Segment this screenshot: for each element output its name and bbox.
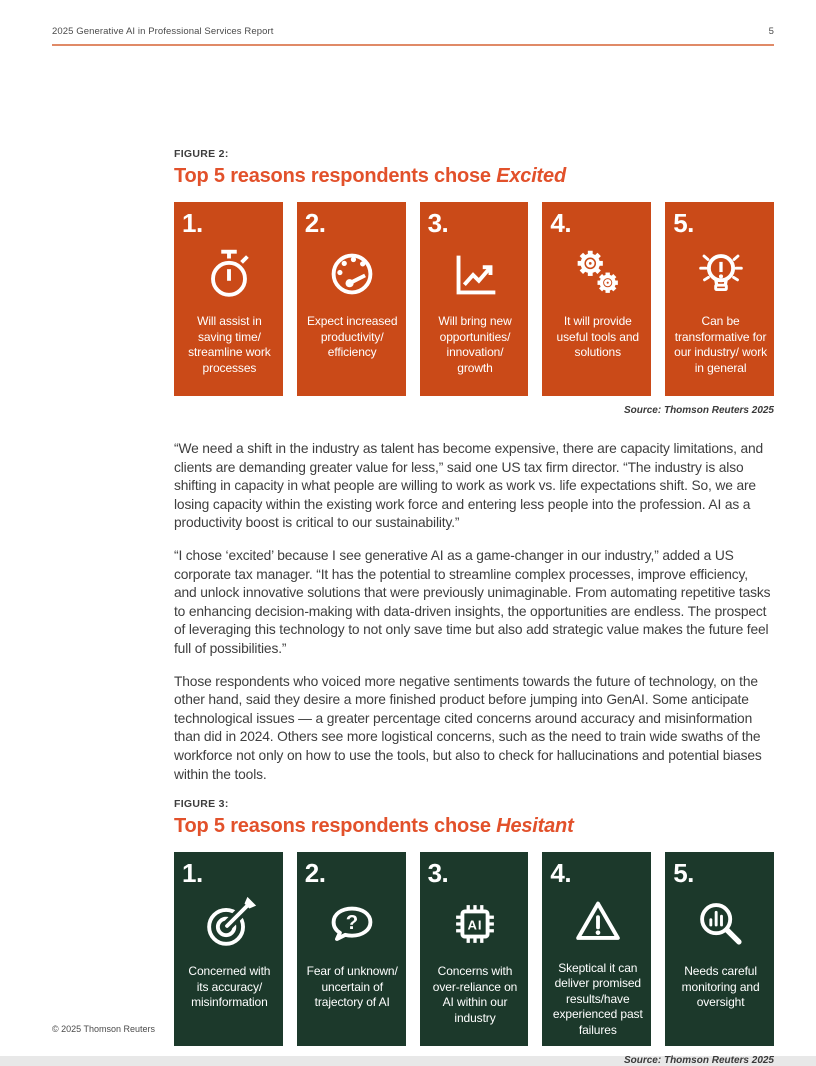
- card-rank: 4.: [550, 208, 572, 238]
- figure-2-section: [174, 148, 774, 416]
- report-title: 2025 Generative AI in Professional Services Report: [52, 26, 274, 37]
- body-paragraph-1: “We need a shift in the industry as talent has become expensive, there are capacity limitations, and clients are demanding greater value for less,” said one US tax firm director. “The industry is also shifting in capacity in what people are willing to work as work vs. life expectations shift. So, we are losing capacity within the existing work force and entering less people into the profession. AI as a productivity boost is critical to our sustainability.”: [174, 441, 764, 531]
- figure-3-title: [174, 815, 774, 838]
- reason-card-excited-3: [420, 202, 529, 396]
- card-rank: 5.: [673, 858, 694, 889]
- magnifier-chart-icon: [673, 887, 768, 961]
- excited-card-row: [174, 202, 774, 396]
- reason-card-hesitant-4: [542, 852, 651, 1046]
- ai-chip-icon: [428, 887, 523, 961]
- body-paragraph-3: Those respondents who voiced more negative sentiments towards the future of technology, on the other hand, said they desire a more finished product before jumping into GenAI. Some anticipate technological issues — a greater percentage cited concerns around accuracy and misinformation than did in 2024. Others see more logistical concerns, such as the need to train wide swaths of the workforce not only on how to use the tools, but also to check for hallucinations and potential biases within the tools.: [174, 673, 762, 782]
- figure-2-title: [174, 165, 774, 188]
- figure-3-title-emphasis: Hesitant: [496, 815, 574, 838]
- figure-2-source: Source: Thomson Reuters 2025: [623, 405, 774, 416]
- body-text: [174, 440, 774, 784]
- growth-chart-icon: [428, 237, 523, 311]
- gears-icon: [550, 237, 645, 311]
- reason-card-excited-1: [174, 202, 283, 396]
- card-rank: 2.: [304, 858, 326, 889]
- card-rank: 3.: [427, 858, 449, 889]
- card-label: Will assist in saving time/ streamline work processes: [188, 314, 271, 375]
- reason-card-hesitant-5: [665, 852, 774, 1046]
- card-rank: 1.: [182, 858, 203, 889]
- figure-3-source: Source: Thomson Reuters 2025: [623, 1055, 774, 1066]
- card-rank: 4.: [550, 858, 572, 889]
- figure-2-label: FIGURE 2:: [174, 148, 229, 160]
- card-label: Expect increased productivity/ efficiency: [306, 314, 398, 360]
- card-label: Needs careful monitoring and oversight: [681, 964, 760, 1010]
- card-label: Fear of unknown/ uncertain of trajectory of AI: [306, 964, 398, 1010]
- card-rank: 2.: [304, 208, 326, 238]
- card-rank: 3.: [427, 208, 449, 238]
- reason-card-hesitant-1: [174, 852, 283, 1046]
- card-label: Concerned with its accuracy/ misinformation: [188, 964, 271, 1010]
- gauge-icon: [305, 237, 400, 311]
- lightbulb-icon: [673, 237, 768, 311]
- card-label: Can be transformative for our industry/ work in general: [674, 314, 768, 375]
- figure-2-title-text: Top 5 reasons respondents chose: [174, 165, 497, 187]
- hesitant-card-row: [174, 852, 774, 1046]
- figure-2-title-emphasis: Excited: [496, 165, 566, 187]
- card-rank: 1.: [182, 208, 203, 238]
- stopwatch-icon: [182, 237, 277, 311]
- card-label: Will bring new opportunities/ innovation/ growth: [438, 314, 512, 375]
- question-bubble-icon: [305, 887, 400, 961]
- figure-3-label: FIGURE 3:: [174, 798, 229, 811]
- page-number: 5: [768, 26, 774, 37]
- page-header: [52, 26, 774, 46]
- question-glyph: ?: [345, 912, 359, 935]
- figure-3-section: [174, 798, 774, 1066]
- reason-card-hesitant-3: [420, 852, 529, 1046]
- figure-3-title-text: Top 5 reasons respondents chose: [174, 815, 497, 838]
- reason-card-excited-5: [665, 202, 774, 396]
- ai-glyph: AI: [467, 917, 483, 933]
- target-dart-icon: [182, 887, 277, 961]
- card-label: Concerns with over-reliance on AI within our industry: [432, 964, 518, 1025]
- warning-triangle-icon: [550, 887, 645, 957]
- body-paragraph-2: “I chose ‘excited’ because I see generative AI as a game-changer in our industry,” added a US corporate tax manager. “It has the potential to streamline complex processes, improve efficiency, and unlock innovative solutions that were previously unimaginable. From automating repetitive tasks to enhancing decision-making with data-driven insights, the opportunities are endless. The prospect of leveraging this technology to not only save time but also add strategic value makes the future feel full of possibilities.”: [174, 547, 771, 656]
- reason-card-excited-4: [542, 202, 651, 396]
- card-label: It will provide useful tools and solutions: [556, 314, 640, 360]
- card-label: Skeptical it can deliver promised results/have experienced past failures: [552, 960, 643, 1037]
- card-rank: 5.: [673, 208, 694, 238]
- reason-card-hesitant-2: [297, 852, 406, 1046]
- content-column: [174, 148, 774, 1066]
- footer-copyright: © 2025 Thomson Reuters: [52, 1024, 156, 1034]
- reason-card-excited-2: [297, 202, 406, 396]
